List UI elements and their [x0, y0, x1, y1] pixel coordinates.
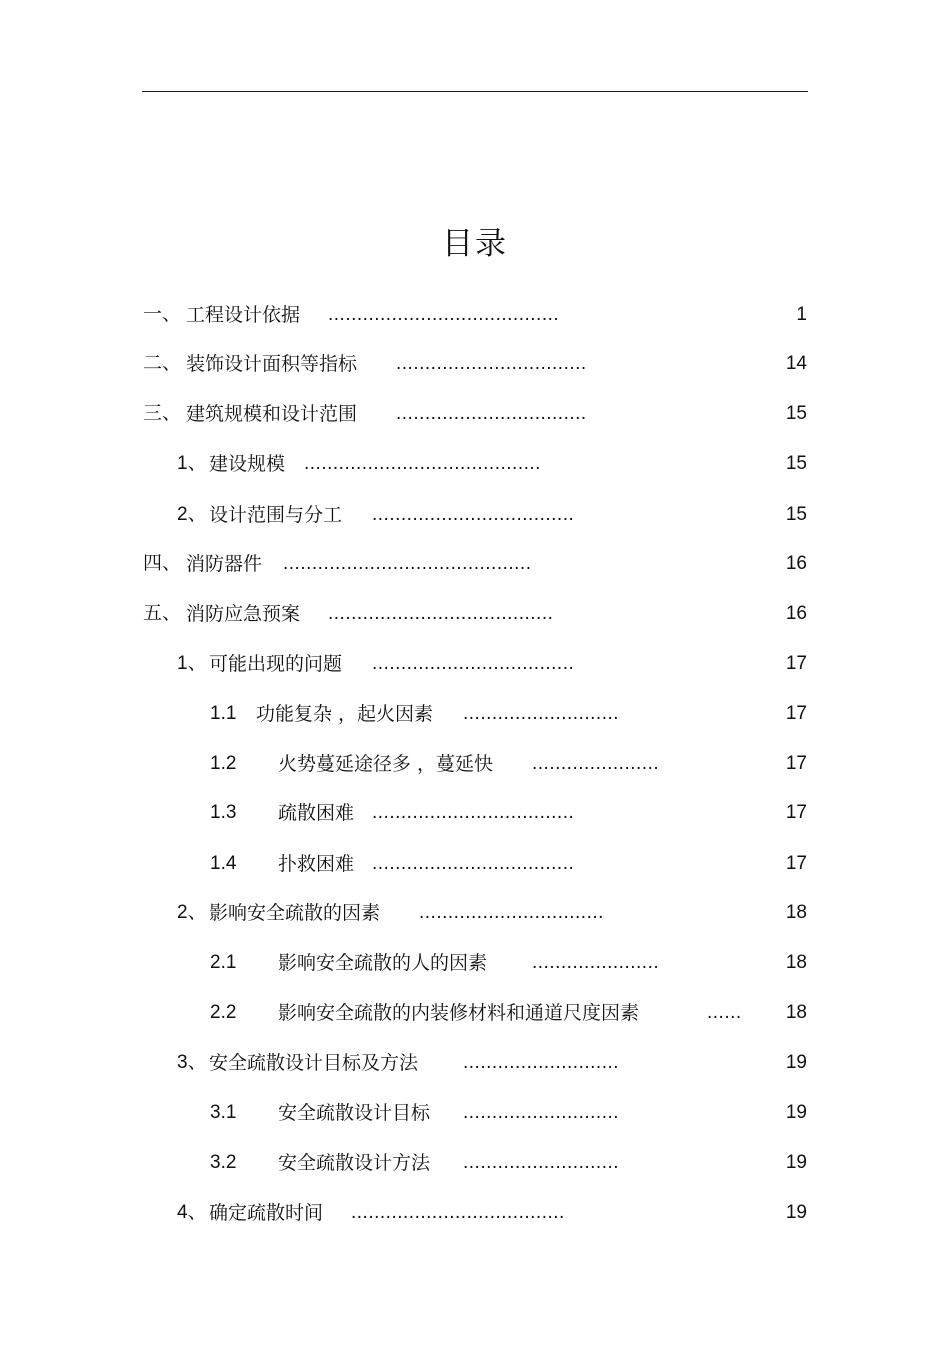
entry-number: 1.4: [210, 853, 237, 874]
entry-number: 2.2: [210, 1002, 237, 1023]
toc-entry[interactable]: [0, 949, 950, 977]
entry-text: 建筑规模和设计范围: [186, 403, 358, 425]
dot-leader: ...........................: [463, 1152, 620, 1173]
entry-number: 三、: [143, 403, 182, 424]
entry-text: 影响安全疏散的因素: [209, 902, 381, 924]
entry-text: 疏散困难: [278, 802, 355, 824]
entry-number: 1、: [177, 453, 207, 474]
entry-page: 17: [785, 853, 807, 874]
toc-entry[interactable]: [0, 700, 950, 728]
toc-entry[interactable]: [0, 1049, 950, 1077]
toc-entry[interactable]: [0, 850, 950, 878]
entry-page: 16: [785, 603, 807, 624]
dot-leader: ...........................: [463, 1102, 620, 1123]
toc-entry[interactable]: [0, 750, 950, 778]
toc-entry[interactable]: [0, 1099, 950, 1127]
entry-number: 一、: [143, 304, 182, 325]
entry-number: 二、: [143, 353, 182, 374]
entry-number: 2、: [177, 902, 207, 923]
toc-title: 目录: [442, 226, 508, 262]
dot-leader: ...........................: [463, 703, 620, 724]
header-rule: [142, 91, 808, 92]
entry-page: 17: [785, 703, 807, 724]
entry-page: 15: [785, 453, 807, 474]
entry-number: 2、: [177, 504, 207, 525]
dot-leader: ...................................: [372, 653, 575, 674]
entry-page: 18: [785, 952, 807, 973]
entry-number: 3、: [177, 1052, 207, 1073]
entry-number: 4、: [177, 1202, 207, 1223]
dot-leader: .........................................: [304, 453, 541, 474]
entry-text: 安全疏散设计方法: [278, 1152, 431, 1174]
entry-page: 17: [785, 802, 807, 823]
dot-leader: ......................: [532, 753, 660, 774]
entry-page: 18: [785, 902, 807, 923]
toc-entry[interactable]: [0, 400, 950, 428]
toc-entry[interactable]: [0, 799, 950, 827]
entry-number: 五、: [143, 603, 182, 624]
entry-number: 3.2: [210, 1152, 237, 1173]
entry-text: 建设规模: [209, 453, 286, 475]
entry-page: 15: [785, 403, 807, 424]
entry-page: 14: [785, 353, 807, 374]
entry-text: 工程设计依据: [186, 304, 301, 326]
toc-entry[interactable]: [0, 600, 950, 628]
entry-page: 16: [785, 553, 807, 574]
dot-leader: ................................: [419, 902, 604, 923]
entry-text: 消防应急预案: [186, 603, 301, 625]
dot-leader: .................................: [396, 403, 587, 424]
entry-page: 19: [785, 1102, 807, 1123]
entry-text: 安全疏散设计目标: [278, 1102, 431, 1124]
entry-page: 19: [785, 1202, 807, 1223]
entry-number: 四、: [143, 553, 182, 574]
entry-text: 影响安全疏散的人的因素: [278, 952, 488, 974]
toc-entry[interactable]: [0, 1149, 950, 1177]
toc-entry[interactable]: [0, 350, 950, 378]
dot-leader: ...........................: [463, 1052, 620, 1073]
entry-number: 3.1: [210, 1102, 237, 1123]
dot-leader: .....................................: [351, 1202, 565, 1223]
toc-entry[interactable]: [0, 301, 950, 329]
entry-text: 影响安全疏散的内装修材料和通道尺度因素: [278, 1002, 640, 1024]
entry-text: 可能出现的问题: [209, 653, 343, 675]
entry-text: 确定疏散时间: [209, 1202, 324, 1224]
entry-text: 安全疏散设计目标及方法: [209, 1052, 419, 1074]
entry-number: 1.2: [210, 753, 237, 774]
toc-entry[interactable]: [0, 1199, 950, 1227]
entry-text: 功能复杂 ，起火因素: [256, 703, 434, 725]
entry-page: 17: [785, 653, 807, 674]
entry-text: 设计范围与分工: [209, 504, 343, 526]
dot-leader: .................................: [396, 353, 587, 374]
toc-entry[interactable]: [0, 501, 950, 529]
toc-entry[interactable]: [0, 550, 950, 578]
dot-leader: ......................: [532, 952, 660, 973]
entry-text: 火势蔓延途径多 ，蔓延快: [278, 753, 494, 775]
toc-entry[interactable]: [0, 450, 950, 478]
toc-entry[interactable]: [0, 650, 950, 678]
dot-leader: ...........................................: [283, 553, 532, 574]
entry-page: 19: [785, 1152, 807, 1173]
toc-entry[interactable]: [0, 899, 950, 927]
entry-page: 19: [785, 1052, 807, 1073]
dot-leader: ........................................: [328, 304, 560, 325]
entry-number: 1.3: [210, 802, 237, 823]
dot-leader: ...................................: [372, 853, 575, 874]
entry-text: 消防器件: [186, 553, 263, 575]
entry-number: 1.1: [210, 703, 237, 724]
entry-page: 17: [785, 753, 807, 774]
dot-leader: .......................................: [328, 603, 554, 624]
toc-entry[interactable]: [0, 999, 950, 1027]
dot-leader: ...................................: [372, 504, 575, 525]
entry-page: 18: [785, 1002, 807, 1023]
dot-leader: ...................................: [372, 802, 575, 823]
entry-page: 1: [796, 304, 807, 325]
entry-page: 15: [785, 504, 807, 525]
dot-leader: ......: [707, 1002, 742, 1023]
entry-text: 扑救困难: [278, 853, 355, 875]
entry-number: 2.1: [210, 952, 237, 973]
entry-number: 1、: [177, 653, 207, 674]
entry-text: 装饰设计面积等指标: [186, 353, 358, 375]
